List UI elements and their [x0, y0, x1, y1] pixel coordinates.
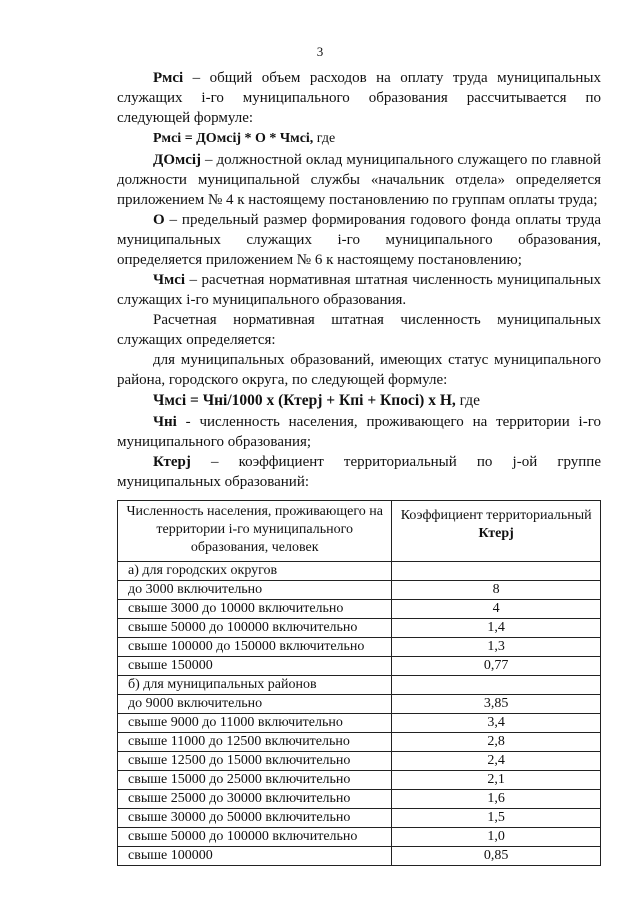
- coefficient-table-wrap: [117, 500, 601, 866]
- population-range: свыше 50000 до 100000 включительно: [118, 828, 392, 847]
- paragraph-domsij: ДОмсіj – должностной оклад муниципального служащего по главной должности муниципальной службы «начальник отдела» определяется приложением № 4 к настоящему постановлению по группам оплаты труда;: [117, 152, 601, 208]
- coefficient-value: 1,4: [392, 619, 601, 638]
- table-row: [118, 790, 601, 809]
- population-range: свыше 11000 до 12500 включительно: [118, 733, 392, 752]
- population-range: свыше 100000 до 150000 включительно: [118, 638, 392, 657]
- population-range: до 9000 включительно: [118, 695, 392, 714]
- section-row-b: [118, 676, 601, 695]
- term-o: О: [153, 212, 165, 228]
- table-body: [118, 562, 601, 866]
- section-value-a: [392, 562, 601, 581]
- section-value-b: [392, 676, 601, 695]
- population-range: свыше 12500 до 15000 включительно: [118, 752, 392, 771]
- section-label-a: а) для городских округов: [118, 562, 392, 581]
- coefficient-value: 1,5: [392, 809, 601, 828]
- term-kterj: Ктерj: [153, 454, 191, 470]
- table-row: [118, 581, 601, 600]
- table-row: [118, 847, 601, 866]
- table-header-row: [118, 501, 601, 562]
- coefficient-value: 2,4: [392, 752, 601, 771]
- table-row: [118, 828, 601, 847]
- table-row: [118, 657, 601, 676]
- population-range: свыше 3000 до 10000 включительно: [118, 600, 392, 619]
- table-row: [118, 638, 601, 657]
- table-row: [118, 714, 601, 733]
- population-range: свыше 30000 до 50000 включительно: [118, 809, 392, 828]
- paragraph-chni: Чні - численность населения, проживающего на территории і-го муниципального образования;: [117, 414, 601, 450]
- coefficient-value: 3,4: [392, 714, 601, 733]
- coefficient-value: 8: [392, 581, 601, 600]
- population-range: свыше 9000 до 11000 включительно: [118, 714, 392, 733]
- population-range: свыше 25000 до 30000 включительно: [118, 790, 392, 809]
- paragraph-normative-line1: Расчетная нормативная штатная численность муниципальных: [153, 312, 601, 328]
- coefficient-value: 0,85: [392, 847, 601, 866]
- header-coefficient: Коэффициент территориальный Ктерj: [392, 501, 601, 562]
- term-domsij: ДОмсіj: [153, 152, 202, 168]
- formula-rmsi: Рмсі = ДОмсіj * О * Чмсі, где: [153, 131, 336, 146]
- population-range: свыше 15000 до 25000 включительно: [118, 771, 392, 790]
- table-row: [118, 809, 601, 828]
- section-row-a: [118, 562, 601, 581]
- term-rmsi: Рмсі: [153, 70, 184, 86]
- table-row: [118, 752, 601, 771]
- paragraph-o: О – предельный размер формирования годового фонда оплаты труда муниципальных служащих і-го муниципального образования, определяется приложением № 6 к настоящему постановлению;: [117, 212, 601, 268]
- coefficient-value: 1,3: [392, 638, 601, 657]
- paragraph-normative-line2: служащих определяется:: [117, 332, 276, 348]
- paragraph-municipal-districts: для муниципальных образований, имеющих статус муниципального района, городского округа, по следующей формуле:: [117, 352, 601, 388]
- formula-chmsi: Чмсі = Чні/1000 х (Ктерj + Кпі + Кпосі) х Н, где: [153, 392, 480, 409]
- table-row: [118, 733, 601, 752]
- table-row: [118, 771, 601, 790]
- population-range: свыше 150000: [118, 657, 392, 676]
- document-body: [117, 68, 601, 492]
- term-chni: Чні: [153, 414, 177, 430]
- coefficient-value: 1,0: [392, 828, 601, 847]
- header-population: Численность населения, проживающего на территории і-го муниципального образования, человек: [118, 501, 392, 562]
- term-chmsi: Чмсі: [153, 272, 186, 288]
- population-range: свыше 100000: [118, 847, 392, 866]
- coefficient-value: 2,1: [392, 771, 601, 790]
- coefficient-value: 3,85: [392, 695, 601, 714]
- coefficient-table: [117, 500, 601, 866]
- table-row: [118, 619, 601, 638]
- coefficient-value: 1,6: [392, 790, 601, 809]
- coefficient-value: 2,8: [392, 733, 601, 752]
- population-range: до 3000 включительно: [118, 581, 392, 600]
- coefficient-value: 4: [392, 600, 601, 619]
- page-number: 3: [316, 44, 324, 59]
- population-range: свыше 50000 до 100000 включительно: [118, 619, 392, 638]
- coefficient-value: 0,77: [392, 657, 601, 676]
- section-label-b: б) для муниципальных районов: [118, 676, 392, 695]
- paragraph-kterj: Ктерj – коэффициент территориальный по j-ой группе муниципальных образований:: [117, 454, 601, 490]
- table-row: [118, 600, 601, 619]
- paragraph-chmsi: Чмсі – расчетная нормативная штатная численность муниципальных служащих і-го муниципального образования.: [117, 272, 601, 308]
- table-row: [118, 695, 601, 714]
- paragraph-rmsi: Рмсі – общий объем расходов на оплату труда муниципальных служащих і-го муниципального образования рассчитывается по следующей формуле:: [117, 70, 601, 126]
